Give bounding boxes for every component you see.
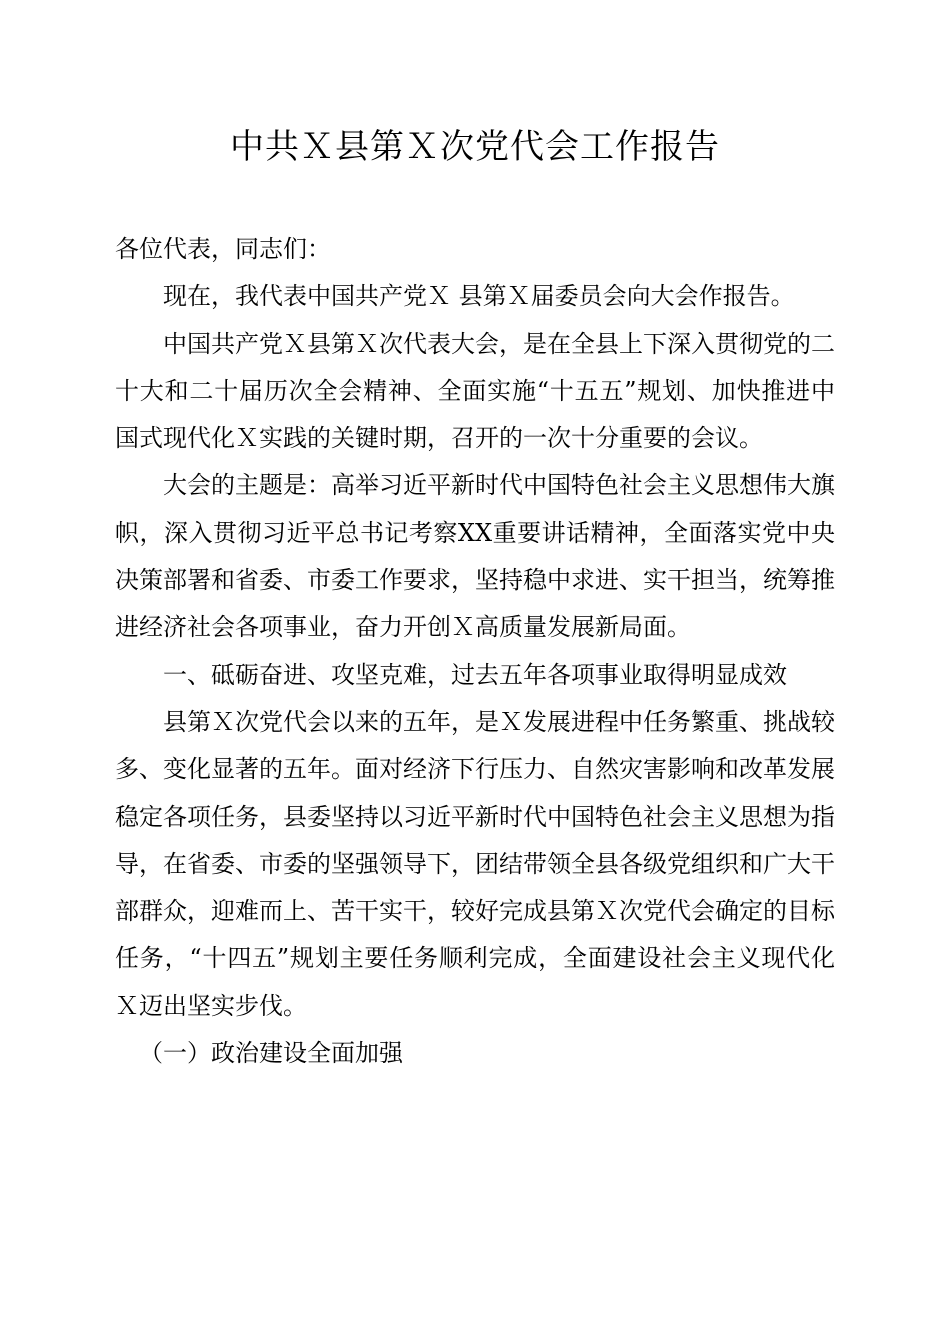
- salutation: 各位代表，同志们：: [115, 235, 331, 263]
- document-title: 中共Ｘ县第Ｘ次党代会工作报告: [230, 127, 720, 167]
- paragraph-opening: 现在，我代表中国共产党Ｘ 县第Ｘ届委员会向大会作报告。: [163, 282, 795, 311]
- subsection-heading-political-building: （一）政治建设全面加强: [139, 1039, 403, 1068]
- paragraph-five-year-review: 县第Ｘ次党代会以来的五年，是Ｘ发展进程中任务繁重、挑战较多、变化显著的五年。面对经济下行压力、自然灾害影响和改革发展稳定各项任务，县委坚持以习近平新时代中国特色社会主义思想为指导，在省委、市委的坚强领导下，团结带领全县各级党组织和广大干部群众，迎难而上、苦干实干，较好完成县第Ｘ次党代会确定的目标任务，“十四五”规划主要任务顺利完成，全面建设社会主义现代化Ｘ迈出坚实步伐。: [115, 707, 835, 1020]
- section-heading-1: 一、砥砺奋进、攻坚克难，过去五年各项事业取得明显成效: [163, 660, 787, 689]
- paragraph-meeting-context: 中国共产党Ｘ县第Ｘ次代表大会，是在全县上下深入贯彻党的二十大和二十届历次全会精神、全面实施“十五五”规划、加快推进中国式现代化Ｘ实践的关键时期，召开的一次十分重要的会议。: [115, 329, 835, 453]
- paragraph-meeting-theme: 大会的主题是：高举习近平新时代中国特色社会主义思想伟大旗帜，深入贯彻习近平总书记考察XX重要讲话精神，全面落实党中央决策部署和省委、市委工作要求，坚持稳中求进、实干担当，统筹推进经济社会各项事业，奋力开创Ｘ高质量发展新局面。: [115, 471, 835, 642]
- document-body: [115, 226, 835, 1077]
